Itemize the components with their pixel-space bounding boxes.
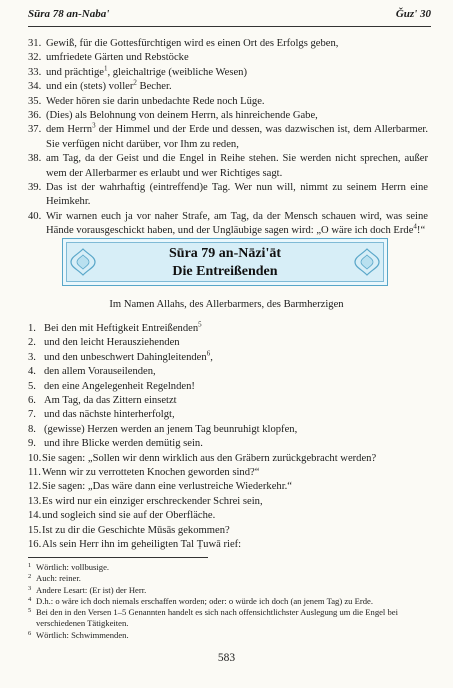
verse-text: Als sein Herr ihn im geheiligten Tal Ṭuwā rief:: [42, 539, 242, 551]
verse-text: Gewiß, für die Gottesfürchtigen wird es einen Ort des Erfolgs geben,: [46, 38, 339, 49]
verse-text: Ist zu dir die Geschichte Mūsās gekommen?: [42, 524, 230, 536]
footnote-ref: 5: [198, 320, 202, 329]
verse-text: und den leicht Herausziehenden: [44, 337, 180, 349]
verse-number: 40.: [28, 210, 42, 222]
footnote: [28, 630, 433, 641]
verses-sura-79: [28, 322, 428, 553]
verse-number: 16.: [28, 539, 42, 551]
sura-title-box: [62, 238, 388, 286]
verse: [28, 466, 428, 480]
verse-number: 11.: [28, 467, 41, 479]
verse-text: und das nächste hinterherfolgt,: [44, 409, 175, 421]
verse-text: und prächtige: [46, 66, 104, 78]
footnote-rule: [28, 557, 208, 558]
verse-text: , gleichaltrige (weibliche Wesen): [107, 66, 248, 78]
verse-number: 5.: [28, 380, 36, 392]
verse-text: den allem Vorauseilenden,: [44, 366, 156, 378]
verse-text: Wenn wir zu verrotteten Knochen geworden sind?“: [42, 467, 260, 479]
sura-title: Sūra 79 an-Nāzi'āt: [169, 246, 281, 261]
verse: [28, 95, 428, 109]
footnotes: [28, 562, 433, 641]
footnote-ref: 1: [103, 64, 108, 73]
verse: [28, 123, 428, 152]
verse: [28, 66, 428, 80]
verse-number: 39.: [28, 182, 42, 194]
verse-text: und sogleich sind sie auf der Oberfläche.: [42, 510, 216, 522]
verse-number: 31.: [28, 38, 42, 49]
header-juz: Ǧuz' 30: [395, 8, 431, 20]
verse-number: 8.: [28, 423, 36, 435]
verse-text: Sie sagen: „Sollen wir denn wirklich aus den Gräbern zurückgebracht werden?: [42, 452, 377, 464]
verse: [28, 408, 428, 422]
verse: [28, 365, 428, 379]
basmala: Im Namen Allahs, des Allerbarmers, des Barmherzigen: [109, 299, 344, 310]
verse-number: 38.: [28, 153, 42, 165]
footnote-text: Wörtlich: vollbusige.: [36, 562, 110, 572]
footnote-text: D.h.: o wäre ich doch niemals erschaffen worden; oder: o würde ich doch (an jenem Tag) zu Erde.: [36, 595, 373, 606]
verse-number: 37.: [28, 124, 42, 136]
verse-number: 9.: [28, 438, 36, 450]
verse-text: den eine Angelegenheit Regelnden!: [44, 380, 195, 392]
verse: [28, 152, 428, 181]
verse-number: 36.: [28, 110, 42, 122]
footnote-ref: 4: [413, 222, 417, 231]
header-rule: [28, 26, 431, 27]
sura-subtitle: Die Entreißenden: [172, 264, 278, 279]
verse-number: 14.: [28, 510, 42, 522]
verse-text: umfriedete Gärten und Rebstöcke: [46, 52, 189, 64]
verse: [28, 37, 428, 51]
verse-text: Becher.: [136, 81, 172, 93]
verse-text: Weder hören sie darin unbedachte Rede noch Lüge.: [46, 95, 265, 107]
verse: [28, 380, 428, 394]
verse-text: und ein (stets) voller: [46, 81, 134, 93]
footnote-number: 5: [28, 607, 32, 615]
verses-sura-78: [28, 37, 428, 239]
verse: [28, 210, 428, 239]
verse: [28, 80, 428, 94]
footnote-number: 3: [28, 584, 32, 592]
verse: [28, 480, 428, 494]
verse-text: ,: [210, 351, 213, 363]
verse-text: Bei den mit Heftigkeit Entreißenden: [44, 323, 199, 334]
verse: [28, 509, 428, 523]
verse-number: 33.: [28, 66, 42, 78]
footnote: [28, 573, 433, 584]
footnote: [28, 607, 433, 630]
verse-number: 10.: [28, 452, 42, 464]
verse-number: 35.: [28, 95, 42, 107]
verse-number: 34.: [28, 81, 42, 93]
footnote: [28, 596, 433, 607]
verse-number: 3.: [28, 351, 36, 363]
verse-text: Sie sagen: „Das wäre dann eine verlustreiche Wiederkehr.“: [42, 481, 292, 493]
verse: [28, 394, 428, 408]
footnote: [28, 562, 433, 573]
verse-number: 13.: [28, 495, 42, 507]
footnote-number: 1: [28, 562, 32, 569]
verse-text: Es wird nur ein einziger erschreckender Schrei sein,: [42, 495, 263, 507]
verse-number: 1.: [28, 323, 36, 334]
verse-number: 15.: [28, 524, 42, 536]
verse: [28, 336, 428, 350]
verse-text: am Tag, da der Geist und die Engel in Reihe stehen. Sie werden nicht sprechen, außer wem der Allerbarmer es erlaubt und wer Richtiges sagt.: [46, 153, 428, 179]
footnote: [28, 585, 433, 596]
verse-number: 7.: [28, 409, 36, 421]
footnote-number: 6: [28, 629, 32, 637]
verse: [28, 109, 428, 123]
verse: [28, 437, 428, 451]
verse-number: 4.: [28, 366, 36, 378]
footnote-text: Wörtlich: Schwimmenden.: [36, 629, 129, 640]
footnote-ref: 6: [206, 349, 211, 358]
verse-text: (gewisse) Herzen werden an jenem Tag beunruhigt klopfen,: [44, 423, 298, 435]
verse: [28, 495, 428, 509]
footnote-text: Auch: reiner.: [36, 573, 81, 584]
verse: [28, 423, 428, 437]
verse-number: 2.: [28, 337, 36, 349]
footnote-number: 2: [28, 573, 32, 581]
verse-text: (Dies) als Belohnung von deinem Herrn, als hinreichende Gabe,: [46, 110, 318, 122]
footnote-ref: 3: [92, 121, 96, 130]
verse-number: 32.: [28, 52, 42, 64]
verse-text: Wir warnen euch ja vor naher Strafe, am Tag, da der Mensch schauen wird, was seine Hände vorausgeschickt haben, und der Ungläubige sagen wird: „O wäre ich doch Erde: [46, 210, 428, 237]
verse-text: Das ist der wahrhaftig (eintreffend)e Tag. Wer nun will, nimmt zu seinem Herrn eine Heimkehr.: [46, 182, 428, 208]
verse: [28, 51, 428, 65]
header-sura: Sūra 78 an-Naba': [28, 8, 110, 20]
verse: [28, 524, 428, 538]
footnote-number: 4: [28, 595, 32, 603]
verse: [28, 538, 428, 552]
verse-number: 6.: [28, 395, 36, 407]
verse-number: 12.: [28, 481, 42, 493]
verse-text: dem Herrn: [46, 124, 93, 136]
footnote-text: Andere Lesart: (Er ist) der Herr.: [36, 584, 147, 595]
verse-text: und ihre Blicke werden demütig sein.: [44, 438, 203, 450]
page-number: 583: [217, 652, 236, 664]
verse-text: Am Tag, da das Zittern einsetzt: [44, 395, 177, 407]
verse: [28, 452, 428, 466]
running-header: [28, 8, 431, 24]
verse-text: und den unbeschwert Dahingleitenden: [44, 351, 207, 363]
footnote-text: Bei den in den Versen 1–5 Genannten handelt es sich nach offensichtlichster Auslegung um die Engel bei verschiedenen Tätigkeiten.: [36, 607, 398, 629]
verse: [28, 351, 428, 365]
verse-text: der Himmel und der Erde und dessen, was dazwischen ist, dem Allerbarmer. Sie verfügen nicht darüber, vor Ihm zu reden,: [46, 124, 428, 150]
footnote-ref: 2: [133, 78, 137, 87]
verse: [28, 181, 428, 210]
verse: [28, 322, 428, 336]
verse-text: !“: [416, 225, 426, 237]
